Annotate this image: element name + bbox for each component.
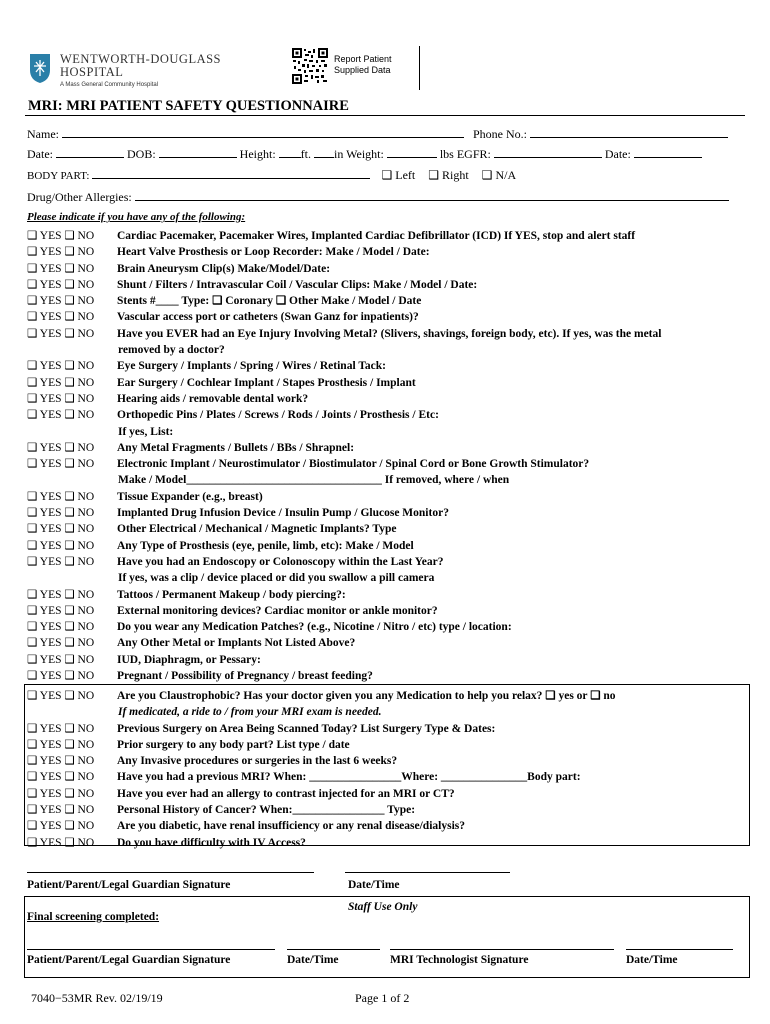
technologist-signature-line[interactable] <box>390 949 614 950</box>
name-row: Name: Phone No.: <box>27 127 728 142</box>
question-item <box>27 391 749 407</box>
yes-no-checkboxes[interactable]: ❑ YES ❑ NO <box>27 722 95 735</box>
yes-no-checkboxes[interactable]: ❑ YES ❑ NO <box>27 360 95 373</box>
question-text: Electronic Implant / Neurostimulator / Biostimulator / Spinal Cord or Bone Growth Stimulator? <box>117 458 590 471</box>
divider <box>419 46 420 90</box>
question-text: Personal History of Cancer? When:________________ Type: <box>117 804 416 817</box>
question-text: Any Metal Fragments / Bullets / BBs / Shrapnel: <box>117 441 355 454</box>
yes-no-checkboxes[interactable]: ❑ YES ❑ NO <box>27 230 95 242</box>
question-item <box>27 818 749 834</box>
height-in-field[interactable] <box>314 147 334 158</box>
hospital-name: WENTWORTH-DOUGLASS HOSPITAL <box>60 52 222 79</box>
phone-field[interactable] <box>530 127 728 138</box>
question-item <box>27 802 749 818</box>
question-text: Implanted Drug Infusion Device / Insulin Pump / Glucose Monitor? <box>117 507 449 520</box>
date-time-label: Date/Time <box>626 954 678 966</box>
question-item <box>27 277 749 293</box>
question-item <box>27 244 749 260</box>
yes-no-checkboxes[interactable]: ❑ YES ❑ NO <box>27 588 95 601</box>
question-item <box>27 440 749 456</box>
yes-no-checkboxes[interactable]: ❑ YES ❑ NO <box>27 653 95 666</box>
question-text: Orthopedic Pins / Plates / Screws / Rods / Joints / Prosthesis / Etc: <box>117 409 439 422</box>
question-text: External monitoring devices? Cardiac monitor or ankle monitor? <box>117 604 438 617</box>
question-text: Any Invasive procedures or surgeries in the last 6 weeks? <box>117 755 398 768</box>
page-title: MRI: MRI PATIENT SAFETY QUESTIONNAIRE <box>28 98 349 114</box>
question-item <box>27 505 749 521</box>
question-item <box>27 737 749 753</box>
date-time-line[interactable] <box>287 949 380 950</box>
question-item <box>27 835 749 851</box>
egfr-field[interactable] <box>494 147 602 158</box>
body-part-row: BODY PART: ❑ Left ❑ Right ❑ N/A <box>27 168 517 182</box>
question-text: IUD, Diaphragm, or Pessary: <box>117 653 261 666</box>
question-item <box>27 309 749 325</box>
question-text: Have you EVER had an Eye Injury Involving Metal? (Slivers, shavings, foreign body, etc). If yes, was the metal <box>117 327 662 340</box>
divider <box>25 115 745 116</box>
yes-no-checkboxes[interactable]: ❑ YES ❑ NO <box>27 621 95 634</box>
question-text: Have you ever had an allergy to contrast injected for an MRI or CT? <box>117 787 455 800</box>
date-field[interactable] <box>56 147 124 158</box>
yes-no-checkboxes[interactable]: ❑ YES ❑ NO <box>27 376 95 389</box>
yes-no-checkboxes[interactable]: ❑ YES ❑ NO <box>27 539 95 552</box>
questions-list <box>27 228 749 684</box>
question-text: Ear Surgery / Cochlear Implant / Stapes Prosthesis / Implant <box>117 376 416 389</box>
body-part-field[interactable] <box>92 168 370 179</box>
question-text: Brain Aneurysm Clip(s) Make/Model/Date: <box>117 262 331 275</box>
yes-no-checkboxes[interactable]: ❑ YES ❑ NO <box>27 246 95 259</box>
allergies-row: Drug/Other Allergies: <box>27 190 729 205</box>
question-item <box>27 538 749 554</box>
question-item <box>27 769 749 785</box>
left-checkbox[interactable]: ❑ Left <box>381 168 416 182</box>
yes-no-checkboxes[interactable]: ❑ YES ❑ NO <box>27 738 95 751</box>
question-text: Other Electrical / Mechanical / Magnetic Implants? Type <box>117 523 397 536</box>
question-item <box>27 554 749 587</box>
question-item <box>27 456 749 489</box>
question-continuation: Make / Model__________________________________ If removed, where / when <box>118 474 510 487</box>
question-text: Any Other Metal or Implants Not Listed Above? <box>117 637 356 650</box>
dob-field[interactable] <box>159 147 237 158</box>
question-text: Stents #____ Type: ❑ Coronary ❑ Other Make / Model / Date <box>117 295 422 308</box>
yes-no-checkboxes[interactable]: ❑ YES ❑ NO <box>27 690 95 702</box>
question-text: Do you have difficulty with IV Access? <box>117 836 306 849</box>
right-checkbox[interactable]: ❑ Right <box>428 168 469 182</box>
technologist-signature-label: MRI Technologist Signature <box>390 954 529 966</box>
yes-no-checkboxes[interactable]: ❑ YES ❑ NO <box>27 637 95 650</box>
yes-no-checkboxes[interactable]: ❑ YES ❑ NO <box>27 392 95 405</box>
question-item <box>27 358 749 374</box>
question-item <box>27 652 749 668</box>
form-number: 7040−53MR Rev. 02/19/19 <box>31 991 163 1005</box>
question-continuation: If yes, was a clip / device placed or did you swallow a pill camera <box>118 572 435 585</box>
question-item <box>27 668 749 684</box>
question-text: Cardiac Pacemaker, Pacemaker Wires, Implanted Cardiac Defibrillator (ICD) If YES, stop and alert staff <box>117 230 636 242</box>
question-text: Are you diabetic, have renal insufficiency or any renal disease/dialysis? <box>117 820 465 833</box>
question-text: Vascular access port or catheters (Swan Ganz for inpatients)? <box>117 311 419 324</box>
question-item <box>27 753 749 769</box>
allergies-field[interactable] <box>135 190 729 201</box>
question-item <box>27 326 749 359</box>
patient-signature-label: Patient/Parent/Legal Guardian Signature <box>27 954 231 966</box>
question-text: Do you wear any Medication Patches? (e.g., Nicotine / Nitro / etc) type / location: <box>117 621 512 634</box>
yes-no-checkboxes[interactable]: ❑ YES ❑ NO <box>27 604 95 617</box>
question-text: Have you had a previous MRI? When: ________________Where: _______________Body part: <box>117 771 581 784</box>
report-supplied-data: Report Patient Supplied Data <box>334 54 392 75</box>
yes-no-checkboxes[interactable]: ❑ YES ❑ NO <box>27 441 95 454</box>
question-item <box>27 721 749 737</box>
yes-no-checkboxes[interactable]: ❑ YES ❑ NO <box>27 490 95 503</box>
yes-no-checkboxes[interactable]: ❑ YES ❑ NO <box>27 804 95 817</box>
patient-signature-label: Patient/Parent/Legal Guardian Signature <box>27 879 231 891</box>
question-continuation: If yes, List: <box>118 425 174 438</box>
question-item <box>27 619 749 635</box>
date-time-label: Date/Time <box>348 879 400 891</box>
question-continuation: If medicated, a ride to / from your MRI exam is needed. <box>118 706 382 719</box>
final-screening-label: Final screening completed: <box>27 911 160 923</box>
question-item <box>27 489 749 505</box>
question-item <box>27 587 749 603</box>
question-item <box>27 521 749 537</box>
yes-no-checkboxes[interactable]: ❑ YES ❑ NO <box>27 327 95 340</box>
question-item <box>27 375 749 391</box>
yes-no-checkboxes[interactable]: ❑ YES ❑ NO <box>27 771 95 784</box>
yes-no-checkboxes[interactable]: ❑ YES ❑ NO <box>27 458 95 471</box>
question-text: Tattoos / Permanent Makeup / body piercing?: <box>117 588 346 601</box>
date-time-line[interactable] <box>626 949 733 950</box>
question-text: Eye Surgery / Implants / Spring / Wires / Retinal Tack: <box>117 360 387 373</box>
egfr-date-field[interactable] <box>634 147 702 158</box>
question-text: Are you Claustrophobic? Has your doctor given you any Medication to help you relax? ❑ yes or ❑ no <box>117 690 616 702</box>
question-item <box>27 293 749 309</box>
question-item <box>27 407 749 440</box>
yes-no-checkboxes[interactable]: ❑ YES ❑ NO <box>27 820 95 833</box>
question-text: Have you had an Endoscopy or Colonoscopy within the Last Year? <box>117 555 444 568</box>
signature-line[interactable] <box>27 949 275 950</box>
question-item <box>27 786 749 802</box>
question-text: Pregnant / Possibility of Pregnancy / breast feeding? <box>117 670 373 683</box>
date-time-label: Date/Time <box>287 954 339 966</box>
question-item <box>27 228 749 244</box>
question-text: Any Type of Prosthesis (eye, penile, limb, etc): Make / Model <box>117 539 414 552</box>
name-field[interactable] <box>62 127 464 138</box>
question-text: Tissue Expander (e.g., breast) <box>117 490 263 503</box>
question-text: Previous Surgery on Area Being Scanned Today? List Surgery Type & Dates: <box>117 722 496 735</box>
height-ft-field[interactable] <box>279 147 301 158</box>
yes-no-checkboxes[interactable]: ❑ YES ❑ NO <box>27 523 95 536</box>
question-text: Shunt / Filters / Intravascular Coil / Vascular Clips: Make / Model / Date: <box>117 278 478 291</box>
yes-no-checkboxes[interactable]: ❑ YES ❑ NO <box>27 409 95 422</box>
question-continuation: removed by a doctor? <box>118 344 225 357</box>
question-item <box>27 635 749 651</box>
hospital-logo-icon <box>28 52 52 84</box>
question-text: Hearing aids / removable dental work? <box>117 392 309 405</box>
question-item <box>27 261 749 277</box>
yes-no-checkboxes[interactable]: ❑ YES ❑ NO <box>27 670 95 683</box>
question-item <box>27 603 749 619</box>
date-time-line[interactable] <box>345 872 510 873</box>
question-text: Prior surgery to any body part? List type / date <box>117 738 350 751</box>
yes-no-checkboxes[interactable]: ❑ YES ❑ NO <box>27 555 95 568</box>
weight-field[interactable] <box>387 147 437 158</box>
additional-questions-list <box>27 688 749 851</box>
yes-no-checkboxes[interactable]: ❑ YES ❑ NO <box>27 507 95 520</box>
question-item <box>27 688 749 721</box>
yes-no-checkboxes[interactable]: ❑ YES ❑ NO <box>27 295 95 308</box>
yes-no-checkboxes[interactable]: ❑ YES ❑ NO <box>27 278 95 291</box>
date-row: Date: DOB: Height: ft. in Weight: lbs EGFR: Date: <box>27 147 702 162</box>
yes-no-checkboxes[interactable]: ❑ YES ❑ NO <box>27 836 95 849</box>
qr-code-icon <box>292 48 328 84</box>
hospital-tagline: A Mass General Community Hospital <box>60 82 159 88</box>
yes-no-checkboxes[interactable]: ❑ YES ❑ NO <box>27 787 95 800</box>
staff-use-label: Staff Use Only <box>348 901 418 913</box>
signature-line[interactable] <box>27 872 314 873</box>
yes-no-checkboxes[interactable]: ❑ YES ❑ NO <box>27 311 95 324</box>
question-text: Heart Valve Prosthesis or Loop Recorder: Make / Model / Date: <box>117 246 430 259</box>
na-checkbox[interactable]: ❑ N/A <box>481 168 517 182</box>
instruction-text: Please indicate if you have any of the following: <box>27 211 246 223</box>
yes-no-checkboxes[interactable]: ❑ YES ❑ NO <box>27 755 95 768</box>
page-number: Page 1 of 2 <box>355 991 410 1005</box>
yes-no-checkboxes[interactable]: ❑ YES ❑ NO <box>27 262 95 275</box>
